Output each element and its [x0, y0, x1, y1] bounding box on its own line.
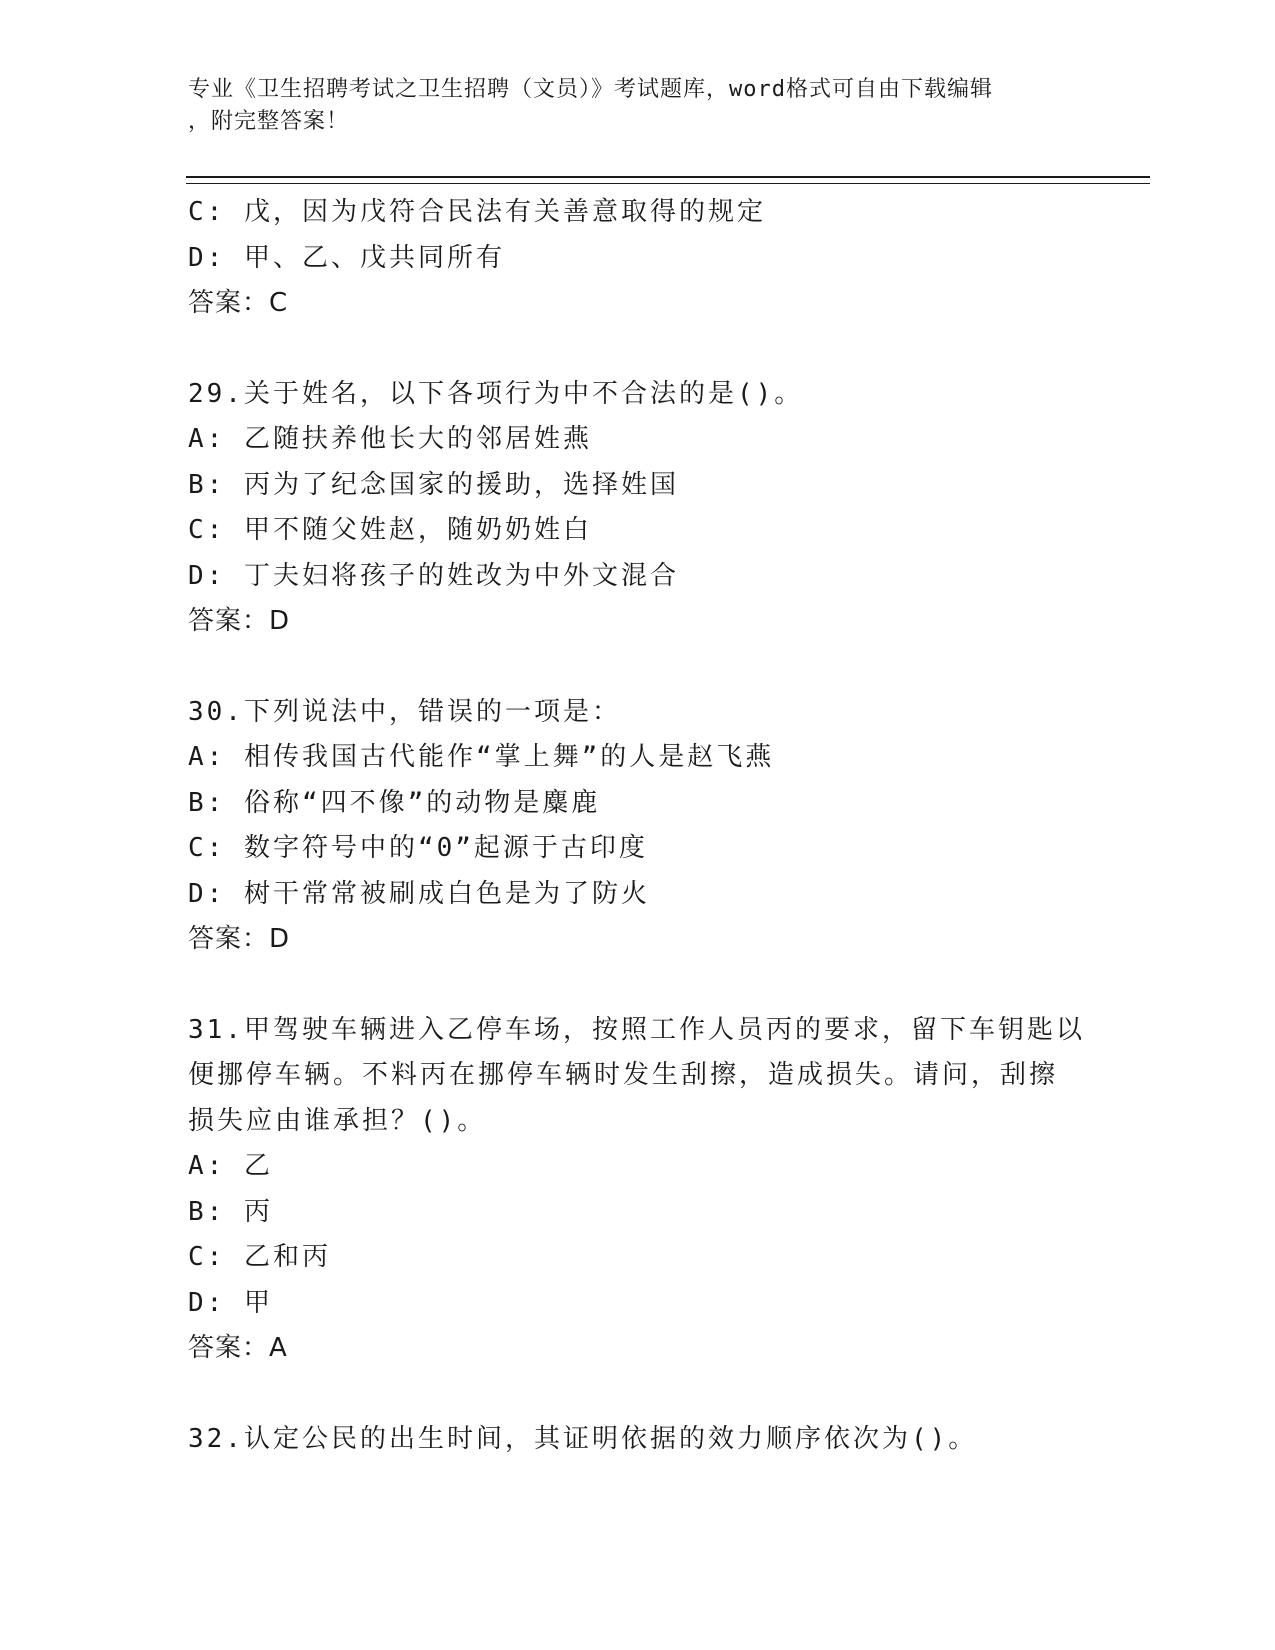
- question-stem-line-3: 损失应由谁承担？()。: [188, 1105, 487, 1136]
- answer-line: 答案：A: [188, 1333, 288, 1363]
- header-divider-thin: [186, 183, 1150, 184]
- question-stem: 32.认定公民的出生时间，其证明依据的效力顺序依次为()。: [188, 1423, 978, 1454]
- question-stem: 29.关于姓名，以下各项行为中不合法的是()。: [188, 378, 804, 409]
- option-a: A: 乙: [188, 1151, 273, 1181]
- option-c: C: 乙和丙: [188, 1242, 331, 1272]
- option-a: A: 乙随扶养他长大的邻居姓燕: [188, 424, 592, 454]
- header-line-2: ，附完整答案！: [188, 109, 350, 134]
- answer-line: 答案：D: [188, 606, 291, 636]
- header-line-1: 专业《卫生招聘考试之卫生招聘（文员）》考试题库，word格式可自由下载编辑: [188, 77, 993, 102]
- answer-line: 答案：D: [188, 924, 291, 954]
- option-c: C: 数字符号中的“0”起源于古印度: [188, 833, 648, 863]
- spacer: [188, 327, 1148, 372]
- question-continued: [188, 190, 1148, 327]
- question-stem-line-1: 31.甲驾驶车辆进入乙停车场，按照工作人员丙的要求，留下车钥匙以: [188, 1014, 1085, 1045]
- document-header: [188, 74, 1088, 138]
- question-stem-line-2: 便挪停车辆。不料丙在挪停车辆时发生刮擦，造成损失。请问，刮擦: [188, 1060, 1059, 1090]
- question-29: [188, 372, 1148, 645]
- option-a: A: 相传我国古代能作“掌上舞”的人是赵飞燕: [188, 742, 775, 772]
- option-c: C: 甲不随父姓赵，随奶奶姓白: [188, 515, 592, 545]
- option-b: B: 丙为了纪念国家的援助，选择姓国: [188, 469, 679, 500]
- answer-line: 答案：C: [188, 288, 289, 318]
- question-30: [188, 690, 1148, 963]
- option-d: D: 树干常常被刷成白色是为了防火: [188, 878, 650, 909]
- option-b: B: 俗称“四不像”的动物是麋鹿: [188, 787, 601, 818]
- question-stem: 30.下列说法中，错误的一项是：: [188, 696, 621, 727]
- option-c: C: 戊，因为戊符合民法有关善意取得的规定: [188, 197, 766, 227]
- spacer: [188, 963, 1148, 1008]
- question-31: [188, 1008, 1148, 1372]
- option-b: B: 丙: [188, 1196, 273, 1227]
- question-32: [188, 1417, 1148, 1463]
- option-d: D: 甲: [188, 1287, 273, 1318]
- spacer: [188, 1372, 1148, 1417]
- header-divider-thick: [186, 176, 1150, 178]
- question-list: [188, 190, 1148, 1462]
- spacer: [188, 645, 1148, 690]
- option-d: D: 甲、乙、戊共同所有: [188, 242, 505, 273]
- option-d: D: 丁夫妇将孩子的姓改为中外文混合: [188, 560, 679, 591]
